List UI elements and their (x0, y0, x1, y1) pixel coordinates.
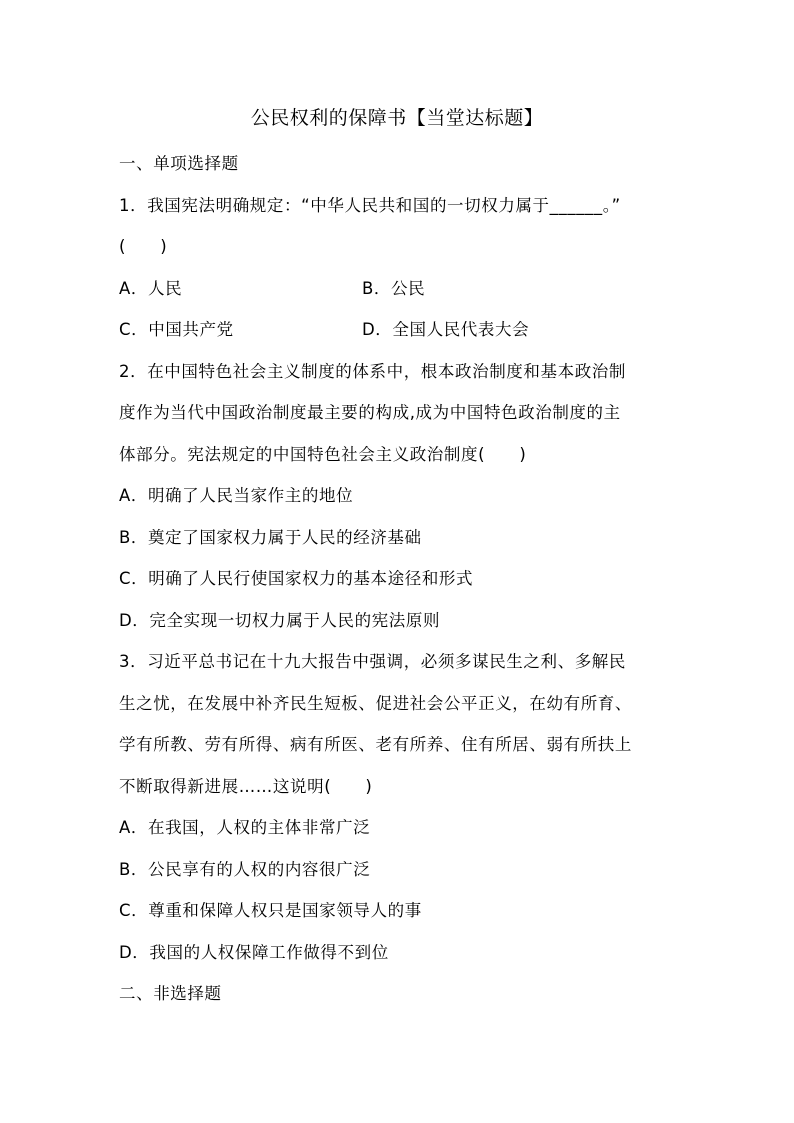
page-title: 公民权利的保障书【当堂达标题】 (250, 107, 544, 129)
q1-option-c: C．中国共产党 (119, 320, 234, 339)
q1-option-b: B．公民 (362, 278, 426, 298)
q3-stem-line-2: 生之忧，在发展中补齐民生短板、促进社会公平正义，在幼有所育、 (119, 693, 632, 713)
q1-option-d: D．全国人民代表大会 (362, 320, 530, 339)
q3-option-c: C．尊重和保障人权只是国家领导人的事 (119, 901, 422, 920)
q3-option-d: D．我国的人权保障工作做得不到位 (119, 942, 389, 962)
q3-stem-line-1: 3．习近平总书记在十九大报告中强调，必须多谋民生之利、多解民 (119, 652, 626, 671)
q3-option-b: B．公民享有的人权的内容很广泛 (119, 859, 371, 879)
q2-option-d: D．完全实现一切权力属于人民的宪法原则 (119, 610, 441, 630)
q2-option-c: C．明确了人民行使国家权力的基本途径和形式 (119, 569, 474, 588)
q2-stem-line-3: 体部分。宪法规定的中国特色社会主义政治制度( ) (119, 444, 527, 464)
section-heading-non-choice: 二、非选择题 (119, 984, 222, 1003)
q2-option-a: A．明确了人民当家作主的地位 (119, 486, 354, 505)
q3-stem-line-4: 不断取得新进展……这说明( ) (119, 776, 373, 796)
q1-options-row-1 (119, 268, 689, 310)
q1-stem-line-2: ( ) (119, 237, 168, 256)
q2-stem-line-1: 2．在中国特色社会主义制度的体系中，根本政治制度和基本政治制 (119, 361, 626, 381)
q2-option-b: B．奠定了国家权力属于人民的经济基础 (119, 527, 422, 547)
q1-options-row-2 (119, 309, 689, 351)
q1-option-a: A．人民 (119, 278, 183, 298)
q3-stem-line-3: 学有所教、劳有所得、病有所医、老有所养、住有所居、弱有所扶上 (119, 735, 632, 754)
document-body (119, 143, 689, 1015)
section-heading-single-choice: 一、单项选择题 (119, 154, 239, 173)
q2-stem-line-2: 度作为当代中国政治制度最主要的构成,成为中国特色政治制度的主 (119, 403, 621, 422)
q1-stem-line-1: 1．我国宪法明确规定：“中华人民共和国的一切权力属于______。” (119, 195, 621, 215)
q3-option-a: A．在我国，人权的主体非常广泛 (119, 818, 371, 837)
